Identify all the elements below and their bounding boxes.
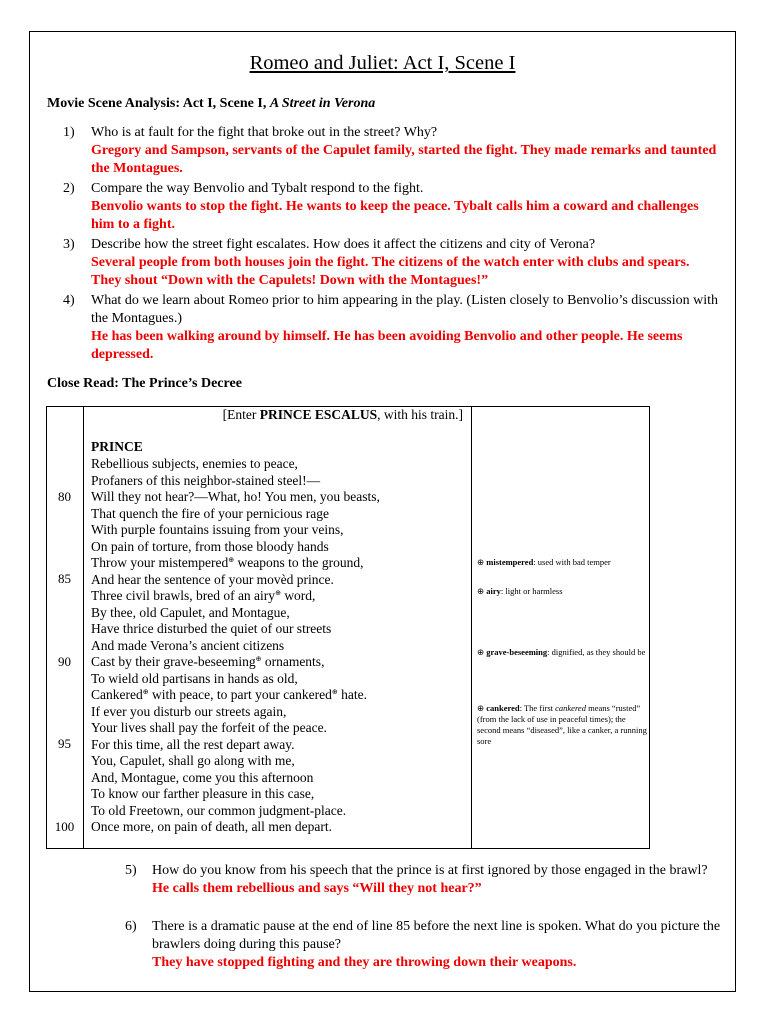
footnote-mark: ⊕ bbox=[477, 647, 485, 657]
gloss-term: cankered bbox=[486, 703, 520, 713]
question-text: What do we learn about Romeo prior to him appearing in the play. (Listen closely to Benvolio’s discussion with the Montagues.) bbox=[91, 293, 719, 326]
question-text: How do you know from his speech that the prince is at first ignored by those engaged in the brawl? bbox=[152, 863, 708, 878]
verse-line: To wield old partisans in hands as old, bbox=[91, 670, 298, 686]
answer-text: Several people from both houses join the fight. The citizens of the watch enter with clubs and spears. They shout “Down with the Capulets! Down with the Montagues!” bbox=[91, 255, 690, 288]
verse-line: For this time, all the rest depart away. bbox=[91, 736, 295, 752]
section-heading-movie-analysis bbox=[47, 96, 375, 112]
question-number: 2) bbox=[63, 181, 75, 196]
line-number: 90 bbox=[58, 654, 71, 669]
gloss-note bbox=[477, 647, 647, 658]
question-text: There is a dramatic pause at the end of line 85 before the next line is spoken. What do you picture the brawlers doing during this pause? bbox=[152, 919, 721, 952]
gloss-definition: : The first bbox=[519, 703, 556, 713]
question-item bbox=[125, 918, 725, 972]
verse-fragment: Three civil brawls, bred of an airy bbox=[91, 588, 276, 603]
verse-line: Your lives shall pay the forfeit of the peace. bbox=[91, 720, 327, 735]
answer-text: They have stopped fighting and they are throwing down their weapons. bbox=[152, 955, 577, 970]
footnote-mark: ⊕ bbox=[255, 655, 262, 663]
subtitle-main: Movie Scene Analysis: Act I, Scene I, bbox=[47, 96, 270, 111]
question-text: Describe how the street fight escalates. How does it affect the citizens and city of Verona? bbox=[91, 237, 596, 252]
question-item bbox=[63, 124, 723, 178]
verse-line: To old Freetown, our common judgment-place. bbox=[91, 802, 347, 818]
verse-line bbox=[91, 588, 315, 604]
stage-direction bbox=[84, 407, 471, 423]
footnote-mark: ⊕ bbox=[331, 688, 338, 696]
worksheet-page bbox=[29, 31, 736, 992]
page-title: Romeo and Juliet: Act I, Scene I bbox=[249, 52, 516, 74]
footnote-mark: ⊕ bbox=[477, 557, 485, 567]
line-number: 80 bbox=[58, 489, 71, 504]
gloss-term: airy bbox=[486, 586, 501, 596]
line-number-column bbox=[47, 407, 84, 848]
stage-direction-pre: [Enter bbox=[222, 407, 260, 422]
verse-line: Have thrice disturbed the quiet of our streets bbox=[91, 621, 332, 636]
footnote-mark: ⊕ bbox=[477, 703, 485, 713]
gloss-note bbox=[477, 703, 647, 747]
decree-table bbox=[46, 406, 650, 849]
speaker-name: PRINCE bbox=[91, 439, 143, 454]
stage-direction-post: , with his train.] bbox=[377, 407, 463, 422]
gloss-definition: : light or harmless bbox=[500, 586, 563, 596]
verse-line: Will they not hear?—What, ho! You men, you beasts, bbox=[91, 489, 380, 504]
verse-line bbox=[91, 687, 367, 703]
verse-line: By thee, old Capulet, and Montague, bbox=[91, 604, 290, 620]
gloss-definition: means “rusted” (from the lack of use in peaceful times); the second means “diseased”, like a canker, a running sore bbox=[477, 703, 647, 746]
question-item bbox=[125, 862, 725, 898]
verse-line bbox=[91, 555, 363, 571]
verse-fragment: Cankered bbox=[91, 687, 143, 702]
verse-fragment: weapons to the ground, bbox=[237, 555, 364, 570]
stage-direction-name: PRINCE ESCALUS bbox=[259, 407, 378, 422]
question-item bbox=[63, 236, 723, 290]
close-read-heading: Close Read: The Prince’s Decree bbox=[47, 376, 242, 391]
question-number: 4) bbox=[63, 293, 75, 308]
gloss-note bbox=[477, 586, 647, 597]
verse-line: If ever you disturb our streets again, bbox=[91, 703, 287, 719]
answer-text: Benvolio wants to stop the fight. He wants to keep the peace. Tybalt calls him a coward and challenges him to a fight. bbox=[91, 199, 699, 232]
gloss-definition-italic: cankered bbox=[555, 703, 586, 713]
footnote-mark: ⊕ bbox=[228, 556, 235, 564]
footnote-mark: ⊕ bbox=[142, 688, 149, 696]
question-item bbox=[63, 180, 723, 234]
gloss-definition: : dignified, as they should be bbox=[547, 647, 646, 657]
verse-line: And made Verona’s ancient citizens bbox=[91, 637, 285, 653]
question-number: 5) bbox=[125, 863, 137, 878]
gloss-term: grave-beseeming bbox=[486, 647, 548, 657]
footnote-mark: ⊕ bbox=[275, 589, 281, 597]
verse-fragment: hate. bbox=[341, 687, 368, 702]
verse-fragment: word, bbox=[284, 588, 316, 603]
verse-line: Profaners of this neighbor-stained steel!— bbox=[91, 472, 321, 488]
line-number: 85 bbox=[58, 571, 71, 586]
question-text: Who is at fault for the fight that broke out in the street? Why? bbox=[91, 125, 438, 140]
verse-line: Rebellious subjects, enemies to peace, bbox=[91, 456, 298, 471]
verse-fragment: with peace, to part your cankered bbox=[151, 687, 332, 702]
answer-text: He calls them rebellious and says “Will they not hear?” bbox=[152, 881, 482, 896]
subtitle-italic: A Street in Verona bbox=[269, 96, 376, 111]
footnote-mark: ⊕ bbox=[477, 586, 485, 596]
line-number: 95 bbox=[58, 736, 71, 751]
gloss-term: mistempered bbox=[486, 557, 534, 567]
verse-line: To know our farther pleasure in this case, bbox=[91, 786, 315, 801]
question-text: Compare the way Benvolio and Tybalt respond to the fight. bbox=[91, 181, 424, 196]
question-number: 6) bbox=[125, 919, 137, 934]
verse-line: On pain of torture, from those bloody hands bbox=[91, 538, 329, 554]
question-item bbox=[63, 292, 723, 364]
answer-text: He has been walking around by himself. He has been avoiding Benvolio and other people. He seems depressed. bbox=[91, 329, 683, 362]
column-divider bbox=[471, 407, 472, 848]
verse-line: That quench the fire of your pernicious rage bbox=[91, 505, 330, 521]
verse-line: And, Montague, come you this afternoon bbox=[91, 769, 314, 785]
verse-line bbox=[91, 654, 324, 670]
gloss-definition: : used with bad temper bbox=[533, 557, 611, 567]
verse-fragment: ornaments, bbox=[264, 654, 325, 669]
verse-line: With purple fountains issuing from your veins, bbox=[91, 522, 344, 537]
question-number: 1) bbox=[63, 125, 75, 140]
gloss-note bbox=[477, 557, 647, 568]
verse-fragment: Cast by their grave-beseeming bbox=[91, 654, 256, 669]
verse-line: And hear the sentence of your movèd prince. bbox=[91, 571, 334, 587]
verse-line: You, Capulet, shall go along with me, bbox=[91, 753, 295, 768]
answer-text: Gregory and Sampson, servants of the Capulet family, started the fight. They made remarks and taunted the Montagues. bbox=[91, 143, 717, 176]
verse-fragment: Throw your mistempered bbox=[91, 555, 229, 570]
line-number: 100 bbox=[54, 819, 75, 834]
verse-line: Once more, on pain of death, all men depart. bbox=[91, 819, 333, 834]
question-number: 3) bbox=[63, 237, 75, 252]
